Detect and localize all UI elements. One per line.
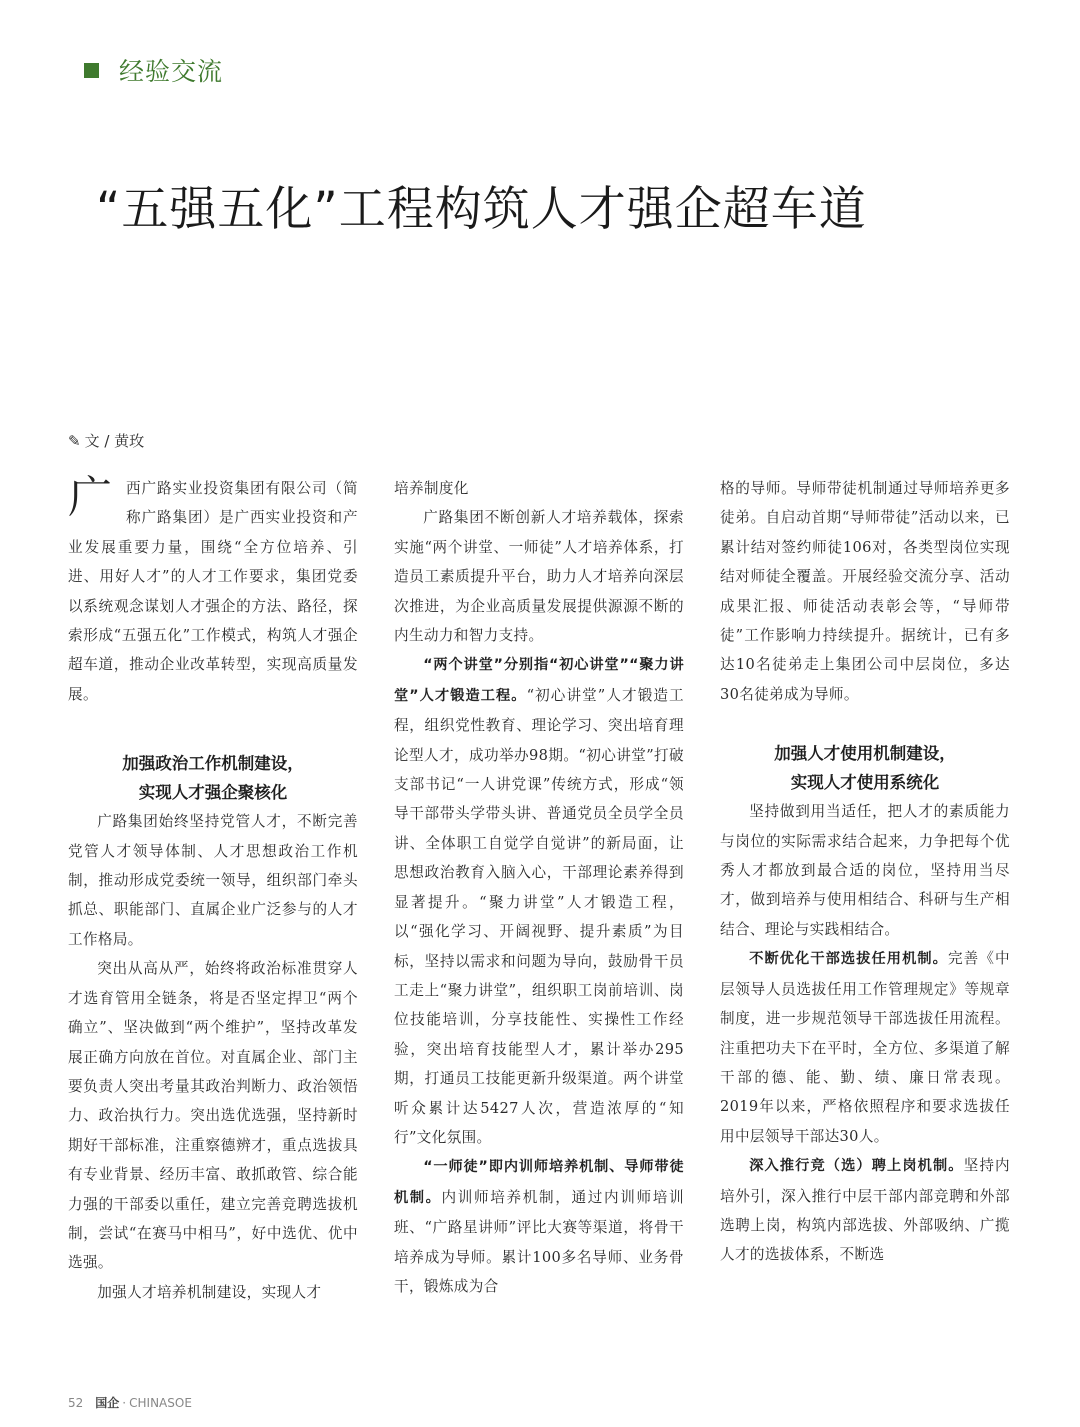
column-2: [394, 474, 684, 1301]
paragraph: 培养制度化: [394, 480, 469, 497]
author: 文 / 黄玫: [84, 432, 145, 450]
paragraph: 广路集团始终坚持党管人才，不断完善党管人才领导体制、人才思想政治工作机制，推动形成党委统一领导，组织部门牵头抓总、职能部门、直属企业广泛参与的人才工作格局。: [68, 813, 358, 948]
paragraph: [720, 1151, 1010, 1270]
intro-paragraph: 西广路实业投资集团有限公司（简称广路集团）是广西实业投资和产业发展重要力量，围绕“全方位培养、引进、用好人才”的人才工作要求，集团党委以系统观念谋划人才强企的方法、路径，探索形成“五强五化”工作模式，构筑人才强企超车道，推动企业改革转型，实现高质量发展。: [68, 480, 358, 703]
paragraph: 突出从高从严，始终将政治标准贯穿人才选育管用全链条，将是否坚定捍卫“两个确立”、坚决做到“两个维护”，坚持改革发展正确方向放在首位。对直属企业、部门主要负责人突出考量其政治判断力、政治领悟力、政治执行力。突出选优选强，坚持新时期好干部标准，注重察德辨才，重点选拔具有专业背景、经历丰富、敢抓敢管、综合能力强的干部委以重任，建立完善竞聘选拔机制，尝试“在赛马中相马”，好中选优、优中选强。: [68, 960, 358, 1272]
subhead-1-line-2: 实现人才强企聚核化: [138, 783, 288, 803]
article-title: “五强五化”工程构筑人才强企超车道: [96, 182, 867, 237]
subhead-1-line-1: 加强政治工作机制建设，: [122, 754, 304, 774]
column-1: [68, 474, 358, 1307]
paragraph: 格的导师。导师带徒机制通过导师培养更多徒弟。自启动首期“导师带徒”活动以来，已累计结对签约师徒106对，各类型岗位实现结对师徒全覆盖。开展经验交流分享、活动成果汇报、师徒活动表彰会等，“导师带徒”工作影响力持续提升。据统计，已有多达10名徒弟走上集团公司中层岗位，多达30名徒弟成为导师。: [720, 480, 1010, 703]
bold-lead: 不断优化干部选拔任用机制。: [749, 951, 948, 968]
subhead-2-line-2: 实现人才使用系统化: [790, 773, 940, 793]
page-number: 52: [68, 1395, 84, 1410]
paragraph-text: 坚持内培外引，深入推行中层干部内部竞聘和外部选聘上岗，构筑内部选拔、外部吸纳、广揽人才的选拔体系，不断选: [720, 1157, 1010, 1264]
magazine-brand-en: CHINASOE: [129, 1395, 192, 1410]
page-footer: [68, 1394, 192, 1411]
section-square-icon: [84, 63, 99, 78]
byline: [68, 430, 144, 451]
magazine-brand: 国企: [95, 1396, 120, 1410]
paragraph: [394, 650, 684, 1152]
section-label: 经验交流: [119, 57, 224, 86]
paragraph: [720, 944, 1010, 1151]
intro-block: [68, 474, 358, 709]
subhead-2-line-1: 加强人才使用机制建设，: [774, 744, 956, 764]
bold-lead: 深入推行竞（选）聘上岗机制。: [749, 1158, 964, 1175]
bold-lead: “一师徒”即内训师培养机制、导师带徒机制。: [394, 1159, 684, 1206]
paragraph: 坚持做到用当适任，把人才的素质能力与岗位的实际需求结合起来，力争把每个优秀人才都放到最合适的岗位，坚持用当尽才，做到培养与使用相结合、科研与生产相结合、理论与实践相结合。: [720, 803, 1010, 938]
paragraph-text: “初心讲堂”人才锻造工程，组织党性教育、理论学习、突出培育理论型人才，成功举办98期。“初心讲堂”打破支部书记“一人讲党课”传统方式，形成“领导干部带头学带头讲、普通党员全员学全员讲、全体职工自觉学自觉讲”的新局面，让思想政治教育入脑入心，干部理论素养得到显著提升。“聚力讲堂”人才锻造工程，以“强化学习、开阔视野、提升素质”为目标，坚持以需求和问题为导向，鼓励骨干员工走上“聚力讲堂”，组织职工岗前培训、岗位技能培训，分享技能性、实操性工作经验，突出培育技能型人才，累计举办295期，打通员工技能更新升级渠道。两个讲堂听众累计达5427人次，营造浓厚的“知行”文化氛围。: [394, 686, 684, 1146]
pen-icon: ✎: [68, 431, 81, 450]
bold-lead: “两个讲堂”分别指“初心讲堂”“聚力讲堂”人才锻造工程。: [394, 657, 684, 704]
paragraph-text: 完善《中层领导人员选拔任用工作管理规定》等规章制度，进一步规范领导干部选拔任用流程。注重把功夫下在平时，全方位、多渠道了解干部的德、能、勤、绩、廉日常表现。2019年以来，严格依照程序和要求选拔任用中层领导干部达30人。: [720, 950, 1010, 1145]
paragraph: 加强人才培养机制建设，实现人才: [97, 1283, 322, 1301]
column-3: [720, 474, 1010, 1270]
footer-separator: ·: [122, 1395, 127, 1410]
paragraph-text: 内训师培养机制，通过内训师培训班、“广路星讲师”评比大赛等渠道，将骨干培养成为导师。累计100多名导师、业务骨干，锻炼成为合: [394, 1188, 684, 1295]
drop-cap: 广: [68, 472, 112, 523]
section-tag: [84, 52, 223, 88]
paragraph: 广路集团不断创新人才培养载体，探索实施“两个讲堂、一师徒”人才培养体系，打造员工素质提升平台，助力人才培养向深层次推进，为企业高质量发展提供源源不断的内生动力和智力支持。: [394, 509, 684, 645]
paragraph: [394, 1152, 684, 1301]
